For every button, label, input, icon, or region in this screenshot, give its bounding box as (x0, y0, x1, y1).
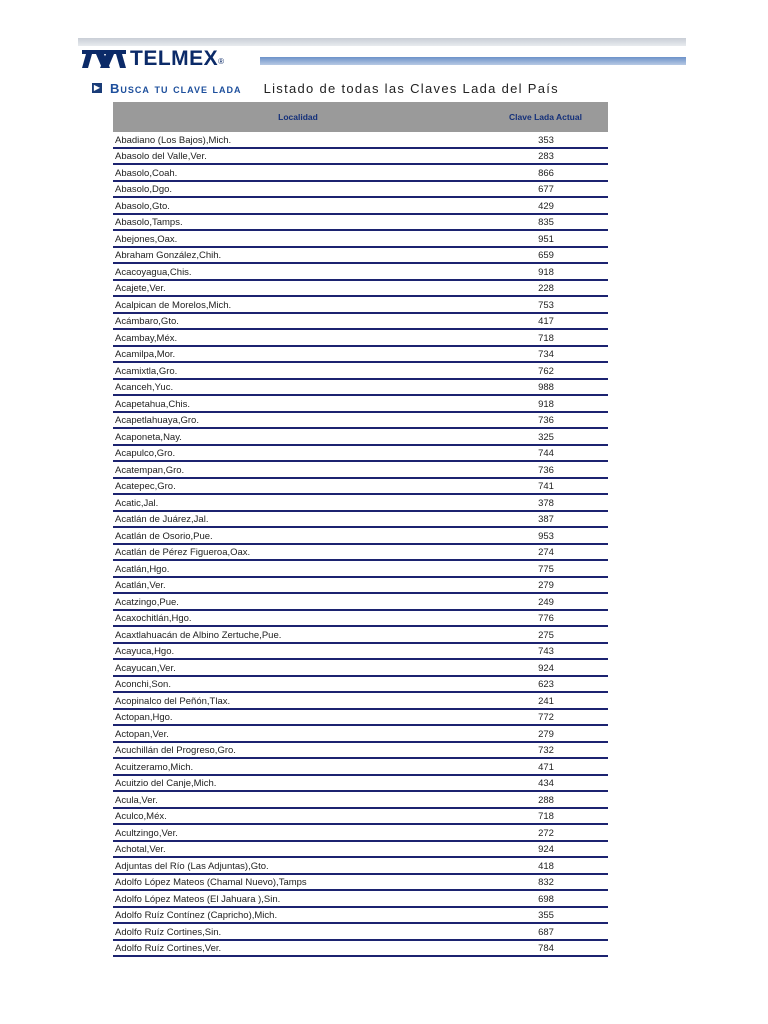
cell-localidad: Abasolo,Gto. (115, 200, 170, 212)
banner-accent-line (260, 57, 686, 65)
cell-clave: 762 (538, 365, 554, 377)
table-row (113, 297, 608, 314)
cell-localidad: Acambay,Méx. (115, 332, 178, 344)
table-row (113, 462, 608, 479)
cell-localidad: Acuchillán del Progreso,Gro. (115, 745, 236, 756)
table-row (113, 891, 608, 908)
cell-localidad: Acapetahua,Chis. (115, 398, 190, 410)
table-row (113, 281, 608, 298)
cell-localidad: Acapetlahuaya,Gro. (115, 415, 199, 426)
table-row (113, 941, 608, 958)
cell-clave: 736 (538, 415, 554, 426)
cell-clave: 274 (538, 547, 554, 558)
cell-clave: 776 (538, 613, 554, 624)
table-row (113, 545, 608, 562)
page-title: Listado de todas las Claves Lada del País (263, 80, 559, 96)
table-row (113, 429, 608, 446)
column-header-localidad: Localidad (278, 112, 318, 122)
table-row (113, 660, 608, 677)
cell-clave: 434 (538, 778, 554, 789)
cell-clave: 775 (538, 563, 554, 575)
arrow-right-icon: ▶ (93, 83, 101, 92)
table-row (113, 215, 608, 232)
table-row (113, 561, 608, 578)
table-row (113, 792, 608, 809)
table-row (113, 396, 608, 413)
cell-clave: 283 (538, 151, 554, 162)
cell-clave: 924 (538, 662, 554, 674)
table-row (113, 132, 608, 149)
cell-clave: 623 (538, 679, 554, 690)
cell-clave: 687 (538, 926, 554, 938)
cell-clave: 698 (538, 893, 554, 905)
table-row (113, 842, 608, 859)
table-row (113, 611, 608, 628)
cell-clave: 988 (538, 382, 554, 393)
cell-localidad: Acajete,Ver. (115, 283, 166, 294)
cell-localidad: Achotal,Ver. (115, 844, 166, 855)
cell-clave: 288 (538, 794, 554, 806)
cell-clave: 924 (538, 844, 554, 855)
telmex-logo[interactable] (82, 48, 224, 70)
cell-localidad: Adolfo López Mateos (El Jahuara ),Sin. (115, 893, 281, 905)
cell-clave: 387 (538, 514, 554, 525)
table-row (113, 924, 608, 941)
cell-localidad: Acatepec,Gro. (115, 481, 176, 492)
telmex-logo-icon (82, 48, 126, 70)
table-row (113, 495, 608, 512)
cell-localidad: Acuitzio del Canje,Mich. (115, 778, 217, 789)
cell-localidad: Acamixtla,Gro. (115, 365, 178, 377)
cell-clave: 918 (538, 266, 554, 278)
table-header (113, 102, 608, 132)
subtitle-row (92, 79, 559, 97)
cell-clave: 951 (538, 233, 554, 245)
cell-clave: 279 (538, 728, 554, 740)
table-row (113, 594, 608, 611)
table-row (113, 825, 608, 842)
cell-localidad: Acatlán de Juárez,Jal. (115, 514, 209, 525)
table-row (113, 380, 608, 397)
table-row (113, 512, 608, 529)
cell-clave: 429 (538, 200, 554, 212)
cell-localidad: Acanceh,Yuc. (115, 382, 174, 393)
table-row (113, 363, 608, 380)
table-row (113, 644, 608, 661)
cell-localidad: Abraham González,Chih. (115, 250, 222, 261)
cell-localidad: Abasolo,Tamps. (115, 217, 183, 228)
table-row (113, 479, 608, 496)
cell-clave: 772 (538, 712, 554, 723)
cell-localidad: Acatlán,Ver. (115, 580, 166, 591)
cell-localidad: Acaxtlahuacán de Albino Zertuche,Pue. (115, 629, 282, 641)
table-row (113, 446, 608, 463)
cell-clave: 753 (538, 299, 554, 311)
brand-name: TELMEX (130, 47, 219, 70)
cell-localidad: Acalpican de Morelos,Mich. (115, 299, 232, 311)
table-row (113, 627, 608, 644)
cell-localidad: Adolfo Ruíz Contínez (Capricho),Mich. (115, 910, 278, 921)
table-row (113, 528, 608, 545)
cell-localidad: Acamilpa,Mor. (115, 349, 176, 360)
cell-localidad: Abasolo,Dgo. (115, 184, 173, 195)
cell-clave: 325 (538, 431, 554, 443)
cell-clave: 832 (538, 877, 554, 888)
cell-clave: 417 (538, 316, 554, 327)
cell-clave: 471 (538, 761, 554, 773)
table-row (113, 314, 608, 331)
cell-clave: 743 (538, 646, 554, 657)
cell-localidad: Acatzingo,Pue. (115, 596, 179, 608)
table-row (113, 809, 608, 826)
cell-localidad: Adolfo Ruíz Cortines,Sin. (115, 926, 222, 938)
cell-localidad: Acaponeta,Nay. (115, 431, 182, 443)
cell-clave: 784 (538, 943, 554, 954)
table-row (113, 264, 608, 281)
table-row (113, 677, 608, 694)
cell-clave: 835 (538, 217, 554, 228)
cell-clave: 744 (538, 448, 554, 459)
cell-localidad: Adjuntas del Río (Las Adjuntas),Gto. (115, 860, 269, 872)
table-row (113, 858, 608, 875)
cell-clave: 718 (538, 332, 554, 344)
cell-localidad: Acaxochitlán,Hgo. (115, 613, 192, 624)
cell-clave: 736 (538, 464, 554, 476)
cell-localidad: Acultzingo,Ver. (115, 827, 178, 839)
table-row (113, 726, 608, 743)
table-row (113, 578, 608, 595)
cell-localidad: Acacoyagua,Chis. (115, 266, 192, 278)
table-row (113, 149, 608, 166)
cell-clave: 866 (538, 167, 554, 179)
cell-clave: 241 (538, 695, 554, 707)
cell-localidad: Acatic,Jal. (115, 497, 159, 509)
cell-clave: 677 (538, 184, 554, 195)
cell-clave: 953 (538, 530, 554, 542)
table-row (113, 165, 608, 182)
cell-localidad: Acatempan,Gro. (115, 464, 185, 476)
registered-mark: ® (218, 57, 225, 66)
cell-localidad: Acatlán de Pérez Figueroa,Oax. (115, 547, 251, 558)
table-row (113, 248, 608, 265)
table-row (113, 743, 608, 760)
cell-localidad: Acatlán,Hgo. (115, 563, 170, 575)
cell-localidad: Abadiano (Los Bajos),Mich. (115, 134, 232, 146)
cell-clave: 228 (538, 283, 554, 294)
cell-clave: 732 (538, 745, 554, 756)
cell-localidad: Aculco,Méx. (115, 811, 167, 822)
cell-localidad: Actopan,Ver. (115, 728, 169, 740)
cell-localidad: Acayucan,Ver. (115, 662, 176, 674)
cell-localidad: Abejones,Oax. (115, 233, 178, 245)
cell-clave: 659 (538, 250, 554, 261)
cell-clave: 734 (538, 349, 554, 360)
cell-clave: 918 (538, 398, 554, 410)
clave-lada-table (113, 102, 608, 957)
table-row (113, 875, 608, 892)
table-row (113, 413, 608, 430)
cell-localidad: Acopinalco del Peñón,Tlax. (115, 695, 231, 707)
cell-clave: 272 (538, 827, 554, 839)
cell-clave: 378 (538, 497, 554, 509)
table-body (113, 132, 608, 957)
table-row (113, 710, 608, 727)
table-row (113, 231, 608, 248)
header-banner (78, 38, 686, 68)
cell-localidad: Adolfo López Mateos (Chamal Nuevo),Tamps (115, 877, 307, 888)
table-row (113, 908, 608, 925)
cell-localidad: Abasolo,Coah. (115, 167, 178, 179)
cell-localidad: Acámbaro,Gto. (115, 316, 179, 327)
column-header-clave: Clave Lada Actual (509, 112, 582, 122)
table-row (113, 330, 608, 347)
cell-localidad: Acula,Ver. (115, 794, 158, 806)
cell-clave: 418 (538, 860, 554, 872)
cell-clave: 275 (538, 629, 554, 641)
cell-localidad: Adolfo Ruíz Cortines,Ver. (115, 943, 222, 954)
cell-localidad: Aconchi,Son. (115, 679, 171, 690)
cell-localidad: Acatlán de Osorio,Pue. (115, 530, 213, 542)
table-row (113, 182, 608, 199)
cell-clave: 741 (538, 481, 554, 492)
table-row (113, 347, 608, 364)
cell-clave: 249 (538, 596, 554, 608)
cell-localidad: Acapulco,Gro. (115, 448, 176, 459)
cell-clave: 718 (538, 811, 554, 822)
cell-clave: 279 (538, 580, 554, 591)
table-row (113, 776, 608, 793)
section-title: Busca tu clave lada (110, 80, 242, 96)
table-row (113, 759, 608, 776)
cell-localidad: Acuitzeramo,Mich. (115, 761, 194, 773)
cell-clave: 355 (538, 910, 554, 921)
cell-localidad: Acayuca,Hgo. (115, 646, 175, 657)
cell-localidad: Abasolo del Valle,Ver. (115, 151, 207, 162)
banner-top-bar (78, 38, 686, 46)
cell-localidad: Actopan,Hgo. (115, 712, 173, 723)
cell-clave: 353 (538, 134, 554, 146)
table-row (113, 693, 608, 710)
table-row (113, 198, 608, 215)
